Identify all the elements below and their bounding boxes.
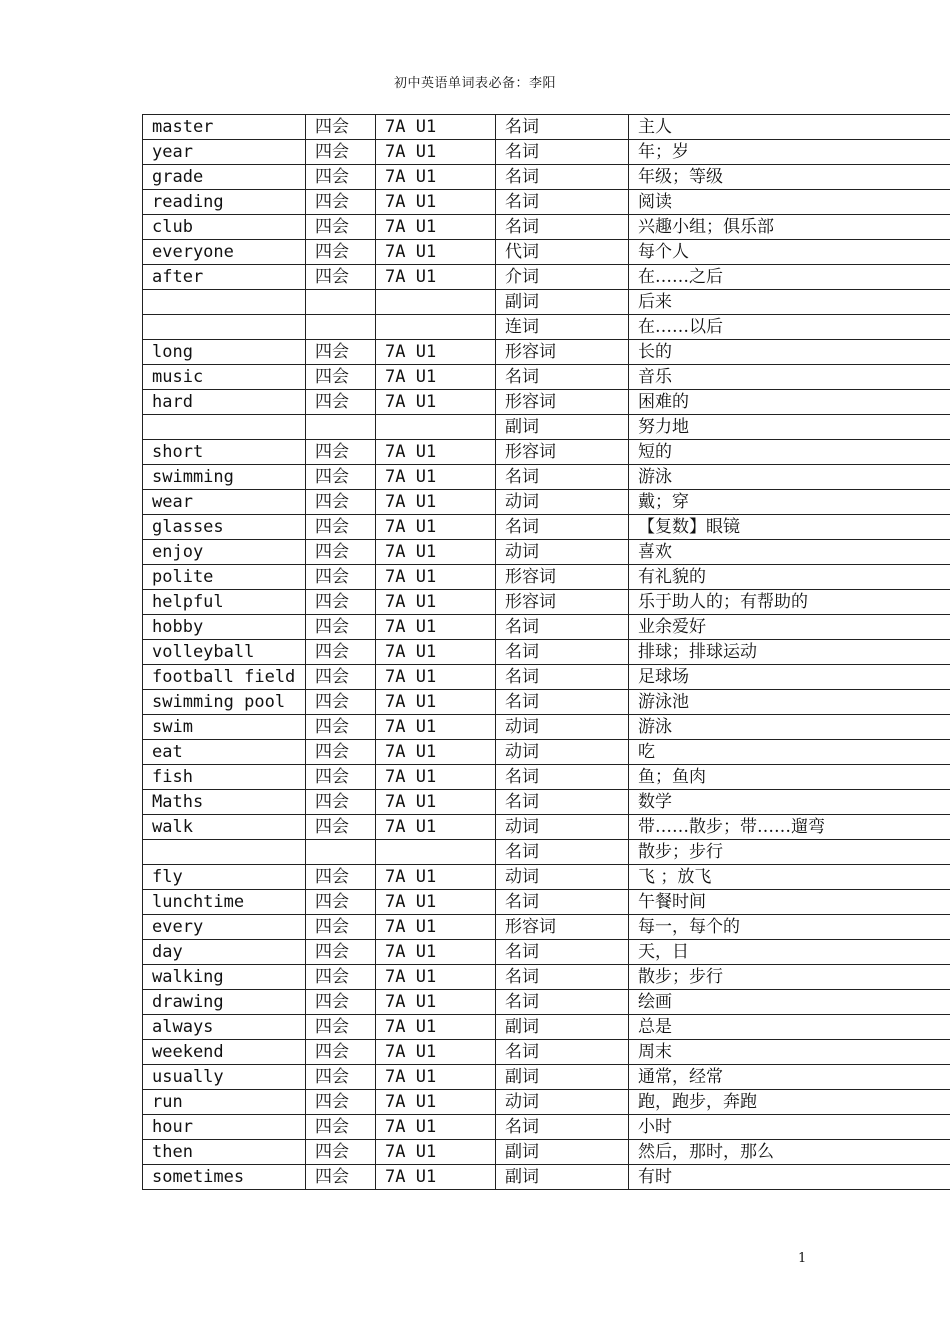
meaning-cell: 兴趣小组；俱乐部 — [629, 215, 950, 240]
part-of-speech-cell: 名词 — [496, 890, 629, 915]
level-cell — [306, 290, 376, 315]
unit-cell: 7A U1 — [376, 690, 496, 715]
unit-cell: 7A U1 — [376, 540, 496, 565]
unit-cell: 7A U1 — [376, 215, 496, 240]
unit-cell: 7A U1 — [376, 190, 496, 215]
unit-cell: 7A U1 — [376, 715, 496, 740]
unit-cell: 7A U1 — [376, 115, 496, 140]
part-of-speech-cell: 名词 — [496, 1040, 629, 1065]
level-cell: 四会 — [306, 790, 376, 815]
word-cell: football field — [143, 665, 306, 690]
word-cell: enjoy — [143, 540, 306, 565]
level-cell: 四会 — [306, 390, 376, 415]
part-of-speech-cell: 名词 — [496, 940, 629, 965]
table-row — [143, 265, 950, 290]
meaning-cell: 足球场 — [629, 665, 950, 690]
part-of-speech-cell: 名词 — [496, 990, 629, 1015]
part-of-speech-cell: 形容词 — [496, 390, 629, 415]
meaning-cell: 乐于助人的；有帮助的 — [629, 590, 950, 615]
part-of-speech-cell: 副词 — [496, 415, 629, 440]
level-cell: 四会 — [306, 215, 376, 240]
meaning-cell: 有时 — [629, 1165, 950, 1190]
level-cell: 四会 — [306, 1040, 376, 1065]
unit-cell: 7A U1 — [376, 265, 496, 290]
part-of-speech-cell: 代词 — [496, 240, 629, 265]
part-of-speech-cell: 形容词 — [496, 915, 629, 940]
word-cell — [143, 415, 306, 440]
word-cell: run — [143, 1090, 306, 1115]
table-row — [143, 115, 950, 140]
level-cell: 四会 — [306, 365, 376, 390]
table-row — [143, 340, 950, 365]
meaning-cell: 【复数】眼镜 — [629, 515, 950, 540]
level-cell: 四会 — [306, 540, 376, 565]
part-of-speech-cell: 名词 — [496, 965, 629, 990]
level-cell: 四会 — [306, 1065, 376, 1090]
page-number: 1 — [798, 1251, 807, 1266]
unit-cell: 7A U1 — [376, 340, 496, 365]
table-row — [143, 915, 950, 940]
level-cell: 四会 — [306, 990, 376, 1015]
level-cell: 四会 — [306, 515, 376, 540]
part-of-speech-cell: 形容词 — [496, 440, 629, 465]
part-of-speech-cell: 形容词 — [496, 565, 629, 590]
unit-cell: 7A U1 — [376, 240, 496, 265]
level-cell: 四会 — [306, 865, 376, 890]
part-of-speech-cell: 副词 — [496, 290, 629, 315]
unit-cell: 7A U1 — [376, 165, 496, 190]
part-of-speech-cell: 动词 — [496, 815, 629, 840]
table-row — [143, 490, 950, 515]
part-of-speech-cell: 名词 — [496, 140, 629, 165]
unit-cell: 7A U1 — [376, 390, 496, 415]
level-cell: 四会 — [306, 165, 376, 190]
level-cell: 四会 — [306, 190, 376, 215]
word-cell: master — [143, 115, 306, 140]
table-row — [143, 515, 950, 540]
level-cell: 四会 — [306, 1115, 376, 1140]
part-of-speech-cell: 名词 — [496, 690, 629, 715]
meaning-cell: 绘画 — [629, 990, 950, 1015]
meaning-cell: 小时 — [629, 1115, 950, 1140]
level-cell: 四会 — [306, 1165, 376, 1190]
level-cell: 四会 — [306, 1140, 376, 1165]
unit-cell: 7A U1 — [376, 865, 496, 890]
word-cell: wear — [143, 490, 306, 515]
word-cell: swimming — [143, 465, 306, 490]
meaning-cell: 通常，经常 — [629, 1065, 950, 1090]
table-row — [143, 865, 950, 890]
word-cell: after — [143, 265, 306, 290]
meaning-cell: 有礼貌的 — [629, 565, 950, 590]
meaning-cell: 主人 — [629, 115, 950, 140]
meaning-cell: 短的 — [629, 440, 950, 465]
word-cell: club — [143, 215, 306, 240]
word-cell: day — [143, 940, 306, 965]
word-cell — [143, 290, 306, 315]
part-of-speech-cell: 名词 — [496, 165, 629, 190]
word-cell: helpful — [143, 590, 306, 615]
part-of-speech-cell: 名词 — [496, 765, 629, 790]
table-row — [143, 940, 950, 965]
unit-cell — [376, 840, 496, 865]
unit-cell: 7A U1 — [376, 565, 496, 590]
unit-cell: 7A U1 — [376, 1090, 496, 1115]
part-of-speech-cell: 动词 — [496, 540, 629, 565]
level-cell: 四会 — [306, 1015, 376, 1040]
part-of-speech-cell: 形容词 — [496, 590, 629, 615]
word-cell: fly — [143, 865, 306, 890]
word-cell: fish — [143, 765, 306, 790]
unit-cell: 7A U1 — [376, 490, 496, 515]
table-row — [143, 615, 950, 640]
table-row — [143, 740, 950, 765]
unit-cell: 7A U1 — [376, 1140, 496, 1165]
unit-cell: 7A U1 — [376, 915, 496, 940]
word-cell: grade — [143, 165, 306, 190]
table-row — [143, 1115, 950, 1140]
part-of-speech-cell: 副词 — [496, 1015, 629, 1040]
word-cell: Maths — [143, 790, 306, 815]
part-of-speech-cell: 名词 — [496, 665, 629, 690]
level-cell: 四会 — [306, 490, 376, 515]
level-cell: 四会 — [306, 815, 376, 840]
table-row — [143, 215, 950, 240]
level-cell: 四会 — [306, 340, 376, 365]
table-row — [143, 365, 950, 390]
part-of-speech-cell: 动词 — [496, 490, 629, 515]
unit-cell: 7A U1 — [376, 890, 496, 915]
level-cell: 四会 — [306, 140, 376, 165]
table-row — [143, 190, 950, 215]
meaning-cell: 年级；等级 — [629, 165, 950, 190]
unit-cell: 7A U1 — [376, 440, 496, 465]
unit-cell — [376, 315, 496, 340]
part-of-speech-cell: 名词 — [496, 465, 629, 490]
word-cell: then — [143, 1140, 306, 1165]
table-row — [143, 1040, 950, 1065]
level-cell — [306, 315, 376, 340]
meaning-cell: 困难的 — [629, 390, 950, 415]
unit-cell — [376, 415, 496, 440]
table-row — [143, 140, 950, 165]
level-cell: 四会 — [306, 740, 376, 765]
part-of-speech-cell: 动词 — [496, 865, 629, 890]
unit-cell: 7A U1 — [376, 990, 496, 1015]
part-of-speech-cell: 名词 — [496, 1115, 629, 1140]
level-cell: 四会 — [306, 640, 376, 665]
level-cell: 四会 — [306, 665, 376, 690]
level-cell: 四会 — [306, 715, 376, 740]
table-row — [143, 465, 950, 490]
word-cell: swim — [143, 715, 306, 740]
table-row — [143, 665, 950, 690]
table-row — [143, 1165, 950, 1190]
part-of-speech-cell: 名词 — [496, 840, 629, 865]
level-cell: 四会 — [306, 765, 376, 790]
level-cell: 四会 — [306, 565, 376, 590]
table-row — [143, 440, 950, 465]
word-cell — [143, 840, 306, 865]
unit-cell: 7A U1 — [376, 465, 496, 490]
part-of-speech-cell: 副词 — [496, 1065, 629, 1090]
unit-cell: 7A U1 — [376, 765, 496, 790]
unit-cell: 7A U1 — [376, 365, 496, 390]
unit-cell: 7A U1 — [376, 740, 496, 765]
word-cell: walk — [143, 815, 306, 840]
part-of-speech-cell: 名词 — [496, 640, 629, 665]
word-cell: volleyball — [143, 640, 306, 665]
meaning-cell: 喜欢 — [629, 540, 950, 565]
part-of-speech-cell: 动词 — [496, 1090, 629, 1115]
word-cell: usually — [143, 1065, 306, 1090]
table-row — [143, 315, 950, 340]
word-cell: everyone — [143, 240, 306, 265]
part-of-speech-cell: 连词 — [496, 315, 629, 340]
meaning-cell: 总是 — [629, 1015, 950, 1040]
word-cell: reading — [143, 190, 306, 215]
unit-cell: 7A U1 — [376, 790, 496, 815]
level-cell: 四会 — [306, 465, 376, 490]
meaning-cell: 散步；步行 — [629, 965, 950, 990]
table-row — [143, 390, 950, 415]
table-row — [143, 1140, 950, 1165]
part-of-speech-cell: 动词 — [496, 740, 629, 765]
table-row — [143, 290, 950, 315]
table-row — [143, 565, 950, 590]
word-cell — [143, 315, 306, 340]
page-header: 初中英语单词表必备：李阳 — [393, 76, 556, 91]
word-cell: hard — [143, 390, 306, 415]
word-cell: drawing — [143, 990, 306, 1015]
meaning-cell: 每个人 — [629, 240, 950, 265]
unit-cell: 7A U1 — [376, 665, 496, 690]
unit-cell: 7A U1 — [376, 1040, 496, 1065]
word-cell: every — [143, 915, 306, 940]
meaning-cell: 游泳池 — [629, 690, 950, 715]
meaning-cell: 带……散步；带……遛弯 — [629, 815, 950, 840]
unit-cell: 7A U1 — [376, 815, 496, 840]
part-of-speech-cell: 副词 — [496, 1140, 629, 1165]
level-cell — [306, 840, 376, 865]
table-row — [143, 690, 950, 715]
meaning-cell: 鱼；鱼肉 — [629, 765, 950, 790]
unit-cell — [376, 290, 496, 315]
vocabulary-table-body — [143, 115, 950, 1190]
word-cell: polite — [143, 565, 306, 590]
word-cell: glasses — [143, 515, 306, 540]
word-cell: weekend — [143, 1040, 306, 1065]
level-cell: 四会 — [306, 615, 376, 640]
level-cell: 四会 — [306, 590, 376, 615]
vocabulary-table — [142, 114, 950, 1190]
level-cell: 四会 — [306, 265, 376, 290]
table-row — [143, 1065, 950, 1090]
part-of-speech-cell: 名词 — [496, 215, 629, 240]
unit-cell: 7A U1 — [376, 140, 496, 165]
table-row — [143, 540, 950, 565]
part-of-speech-cell: 名词 — [496, 365, 629, 390]
table-row — [143, 790, 950, 815]
part-of-speech-cell: 名词 — [496, 615, 629, 640]
word-cell: sometimes — [143, 1165, 306, 1190]
meaning-cell: 天，日 — [629, 940, 950, 965]
unit-cell: 7A U1 — [376, 940, 496, 965]
unit-cell: 7A U1 — [376, 615, 496, 640]
table-row — [143, 840, 950, 865]
meaning-cell: 游泳 — [629, 715, 950, 740]
part-of-speech-cell: 名词 — [496, 515, 629, 540]
word-cell: walking — [143, 965, 306, 990]
table-row — [143, 715, 950, 740]
unit-cell: 7A U1 — [376, 1015, 496, 1040]
meaning-cell: 午餐时间 — [629, 890, 950, 915]
meaning-cell: 每一，每个的 — [629, 915, 950, 940]
word-cell: swimming pool — [143, 690, 306, 715]
meaning-cell: 后来 — [629, 290, 950, 315]
table-row — [143, 415, 950, 440]
meaning-cell: 吃 — [629, 740, 950, 765]
meaning-cell: 游泳 — [629, 465, 950, 490]
level-cell: 四会 — [306, 915, 376, 940]
part-of-speech-cell: 动词 — [496, 715, 629, 740]
unit-cell: 7A U1 — [376, 640, 496, 665]
table-row — [143, 1090, 950, 1115]
unit-cell: 7A U1 — [376, 1115, 496, 1140]
word-cell: short — [143, 440, 306, 465]
unit-cell: 7A U1 — [376, 1065, 496, 1090]
part-of-speech-cell: 形容词 — [496, 340, 629, 365]
meaning-cell: 周末 — [629, 1040, 950, 1065]
meaning-cell: 业余爱好 — [629, 615, 950, 640]
meaning-cell: 散步；步行 — [629, 840, 950, 865]
level-cell: 四会 — [306, 690, 376, 715]
level-cell: 四会 — [306, 440, 376, 465]
meaning-cell: 排球；排球运动 — [629, 640, 950, 665]
word-cell: hour — [143, 1115, 306, 1140]
level-cell: 四会 — [306, 240, 376, 265]
level-cell: 四会 — [306, 1090, 376, 1115]
word-cell: year — [143, 140, 306, 165]
part-of-speech-cell: 名词 — [496, 190, 629, 215]
table-row — [143, 890, 950, 915]
level-cell: 四会 — [306, 890, 376, 915]
word-cell: always — [143, 1015, 306, 1040]
level-cell: 四会 — [306, 115, 376, 140]
meaning-cell: 戴；穿 — [629, 490, 950, 515]
part-of-speech-cell: 名词 — [496, 115, 629, 140]
part-of-speech-cell: 名词 — [496, 790, 629, 815]
word-cell: long — [143, 340, 306, 365]
level-cell: 四会 — [306, 940, 376, 965]
table-row — [143, 590, 950, 615]
meaning-cell: 在……以后 — [629, 315, 950, 340]
meaning-cell: 飞 ；放飞 — [629, 865, 950, 890]
meaning-cell: 然后，那时，那么 — [629, 1140, 950, 1165]
level-cell — [306, 415, 376, 440]
table-row — [143, 990, 950, 1015]
table-row — [143, 815, 950, 840]
meaning-cell: 努力地 — [629, 415, 950, 440]
table-row — [143, 1015, 950, 1040]
unit-cell: 7A U1 — [376, 515, 496, 540]
meaning-cell: 阅读 — [629, 190, 950, 215]
word-cell: eat — [143, 740, 306, 765]
meaning-cell: 数学 — [629, 790, 950, 815]
table-row — [143, 165, 950, 190]
word-cell: hobby — [143, 615, 306, 640]
table-row — [143, 965, 950, 990]
part-of-speech-cell: 副词 — [496, 1165, 629, 1190]
meaning-cell: 年；岁 — [629, 140, 950, 165]
word-cell: lunchtime — [143, 890, 306, 915]
level-cell: 四会 — [306, 965, 376, 990]
meaning-cell: 跑，跑步，奔跑 — [629, 1090, 950, 1115]
unit-cell: 7A U1 — [376, 965, 496, 990]
unit-cell: 7A U1 — [376, 1165, 496, 1190]
meaning-cell: 长的 — [629, 340, 950, 365]
meaning-cell: 在……之后 — [629, 265, 950, 290]
table-row — [143, 640, 950, 665]
table-row — [143, 240, 950, 265]
unit-cell: 7A U1 — [376, 590, 496, 615]
meaning-cell: 音乐 — [629, 365, 950, 390]
table-row — [143, 765, 950, 790]
part-of-speech-cell: 介词 — [496, 265, 629, 290]
word-cell: music — [143, 365, 306, 390]
